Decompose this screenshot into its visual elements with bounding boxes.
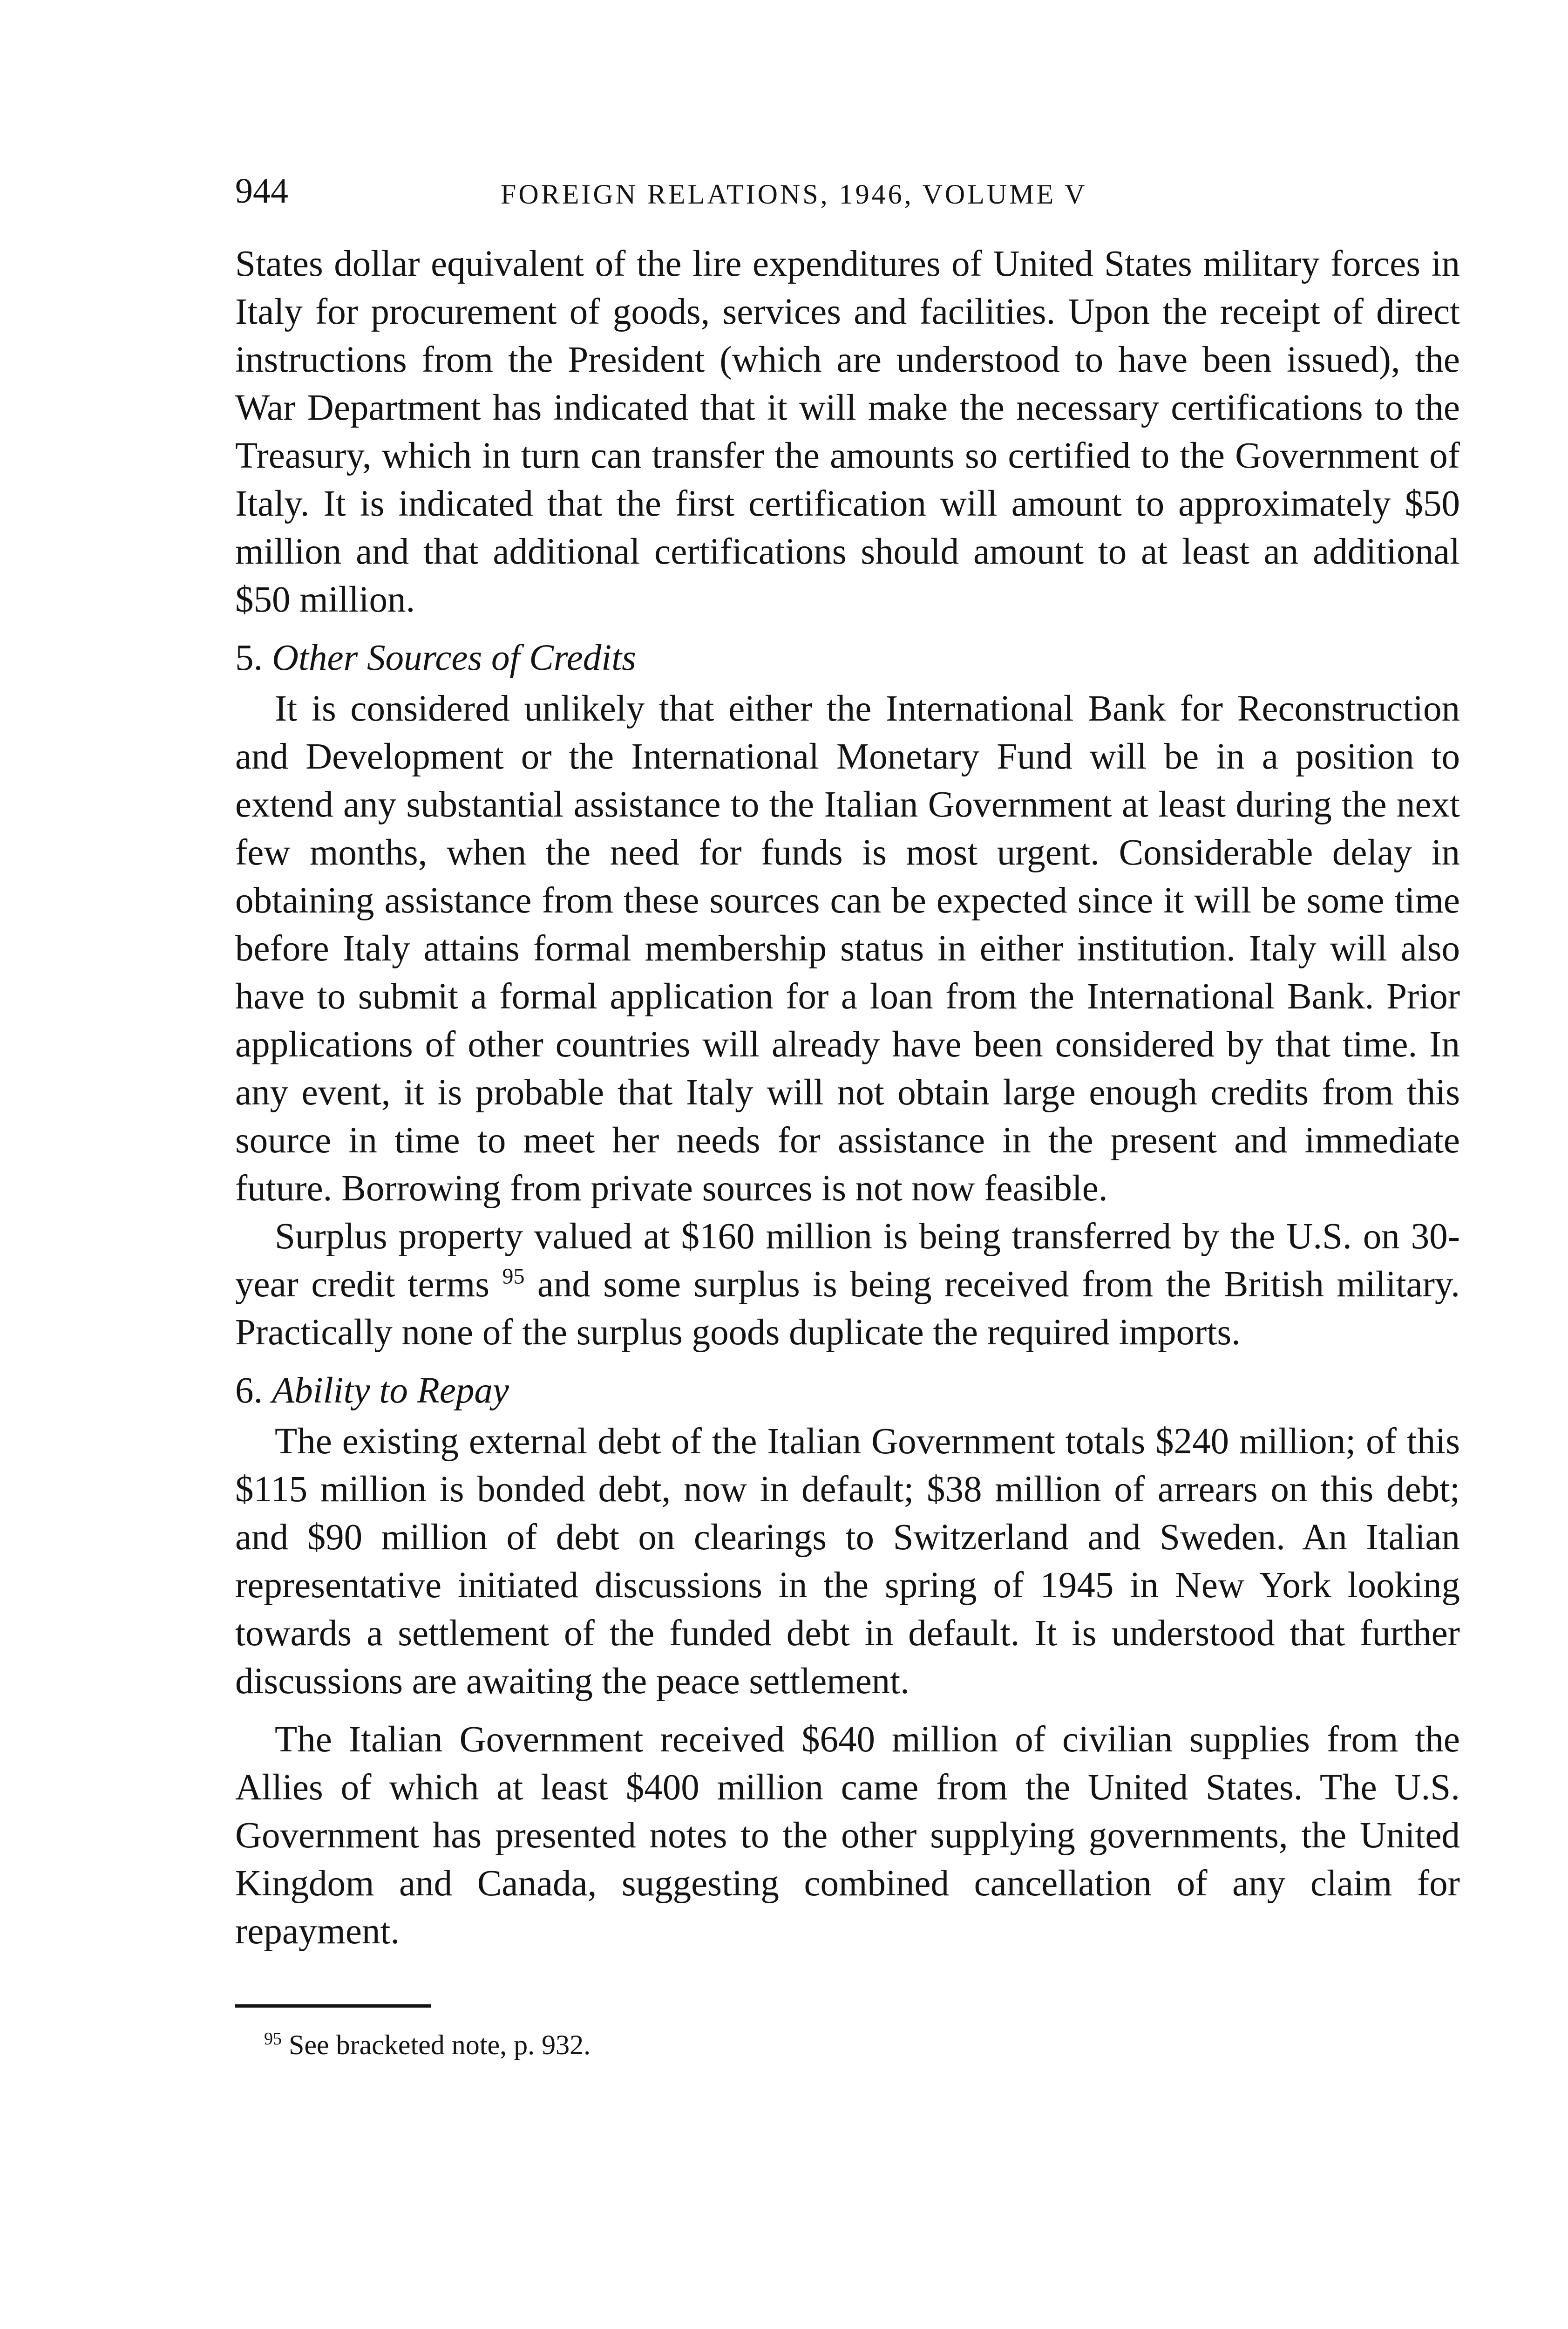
page-number: 944	[235, 171, 288, 211]
section-6-number: 6.	[235, 1370, 263, 1411]
section-5-paragraph-2	[235, 1212, 1460, 1356]
section-6-heading	[235, 1367, 1460, 1415]
section-5-paragraph-1: It is considered unlikely that either the International Bank for Reconstruction and Development or the International Monetary Fund will be in a position to extend any substantial assistance to the Italian Government at least during the next few months, when the need for funds is most urgent. Considerable delay in obtaining assistance from these sources can be expected since it will be some time before Italy attains formal membership status in either institution. Italy will also have to submit a formal application for a loan from the International Bank. Prior applications of other countries will already have been considered by that time. In any event, it is probable that Italy will not obtain large enough credits from this source in time to meet her needs for assistance in the present and immediate future. Borrowing from private sources is not now feasible.	[235, 688, 1460, 1209]
section-6-title: Ability to Repay	[272, 1370, 509, 1411]
section-6-paragraph-2: The Italian Government received $640 million of civilian supplies from the Allies of which at least $400 million came from the United States. The U.S. Government has presented notes to the other supplying governments, the United Kingdom and Canada, suggesting combined cancellation of any claim for repayment.	[235, 1719, 1460, 1952]
section-5-number: 5.	[235, 638, 263, 678]
section-5-paragraph-2-before: Surplus property valued at $160 million is being transferred by the U.S. on 30-year credit terms	[235, 1216, 1460, 1305]
section-5-title: Other Sources of Credits	[272, 638, 636, 678]
footnote-divider	[235, 2004, 431, 2008]
footnote-reference: 95	[502, 1264, 525, 1289]
section-5-paragraph-2-after: and some surplus is being received from the British military. Practically none of the surplus goods duplicate the required imports.	[235, 1264, 1460, 1353]
intro-paragraph: States dollar equivalent of the lire expenditures of United States military forces in Italy for procurement of goods, services and facilities. Upon the receipt of direct instructions from the President (which are understood to have been issued), the War Department has indicated that it will make the necessary certifications to the Treasury, which in turn can transfer the amounts so certified to the Government of Italy. It is indicated that the first certification will amount to approximately $50 million and that additional certifications should amount to at least an additional $50 million.	[235, 244, 1460, 620]
footnote-number: 95	[264, 2029, 282, 2049]
footnote	[235, 2026, 1460, 2063]
section-5-heading	[235, 634, 1460, 682]
document-page	[235, 168, 1460, 2063]
section-6-paragraph-1: The existing external debt of the Italian Government totals $240 million; of this $115 million is bonded debt, now in default; $38 million of arrears on this debt; and $90 million of debt on clearings to Switzerland and Sweden. An Italian representative initiated discussions in the spring of 1945 in New York looking towards a settlement of the funded debt in default. It is understood that further discussions are awaiting the peace settlement.	[235, 1421, 1460, 1702]
footnote-text: See bracketed note, p. 932.	[289, 2029, 591, 2060]
running-title: FOREIGN RELATIONS, 1946, VOLUME V	[501, 179, 1087, 210]
running-head	[235, 168, 1460, 214]
